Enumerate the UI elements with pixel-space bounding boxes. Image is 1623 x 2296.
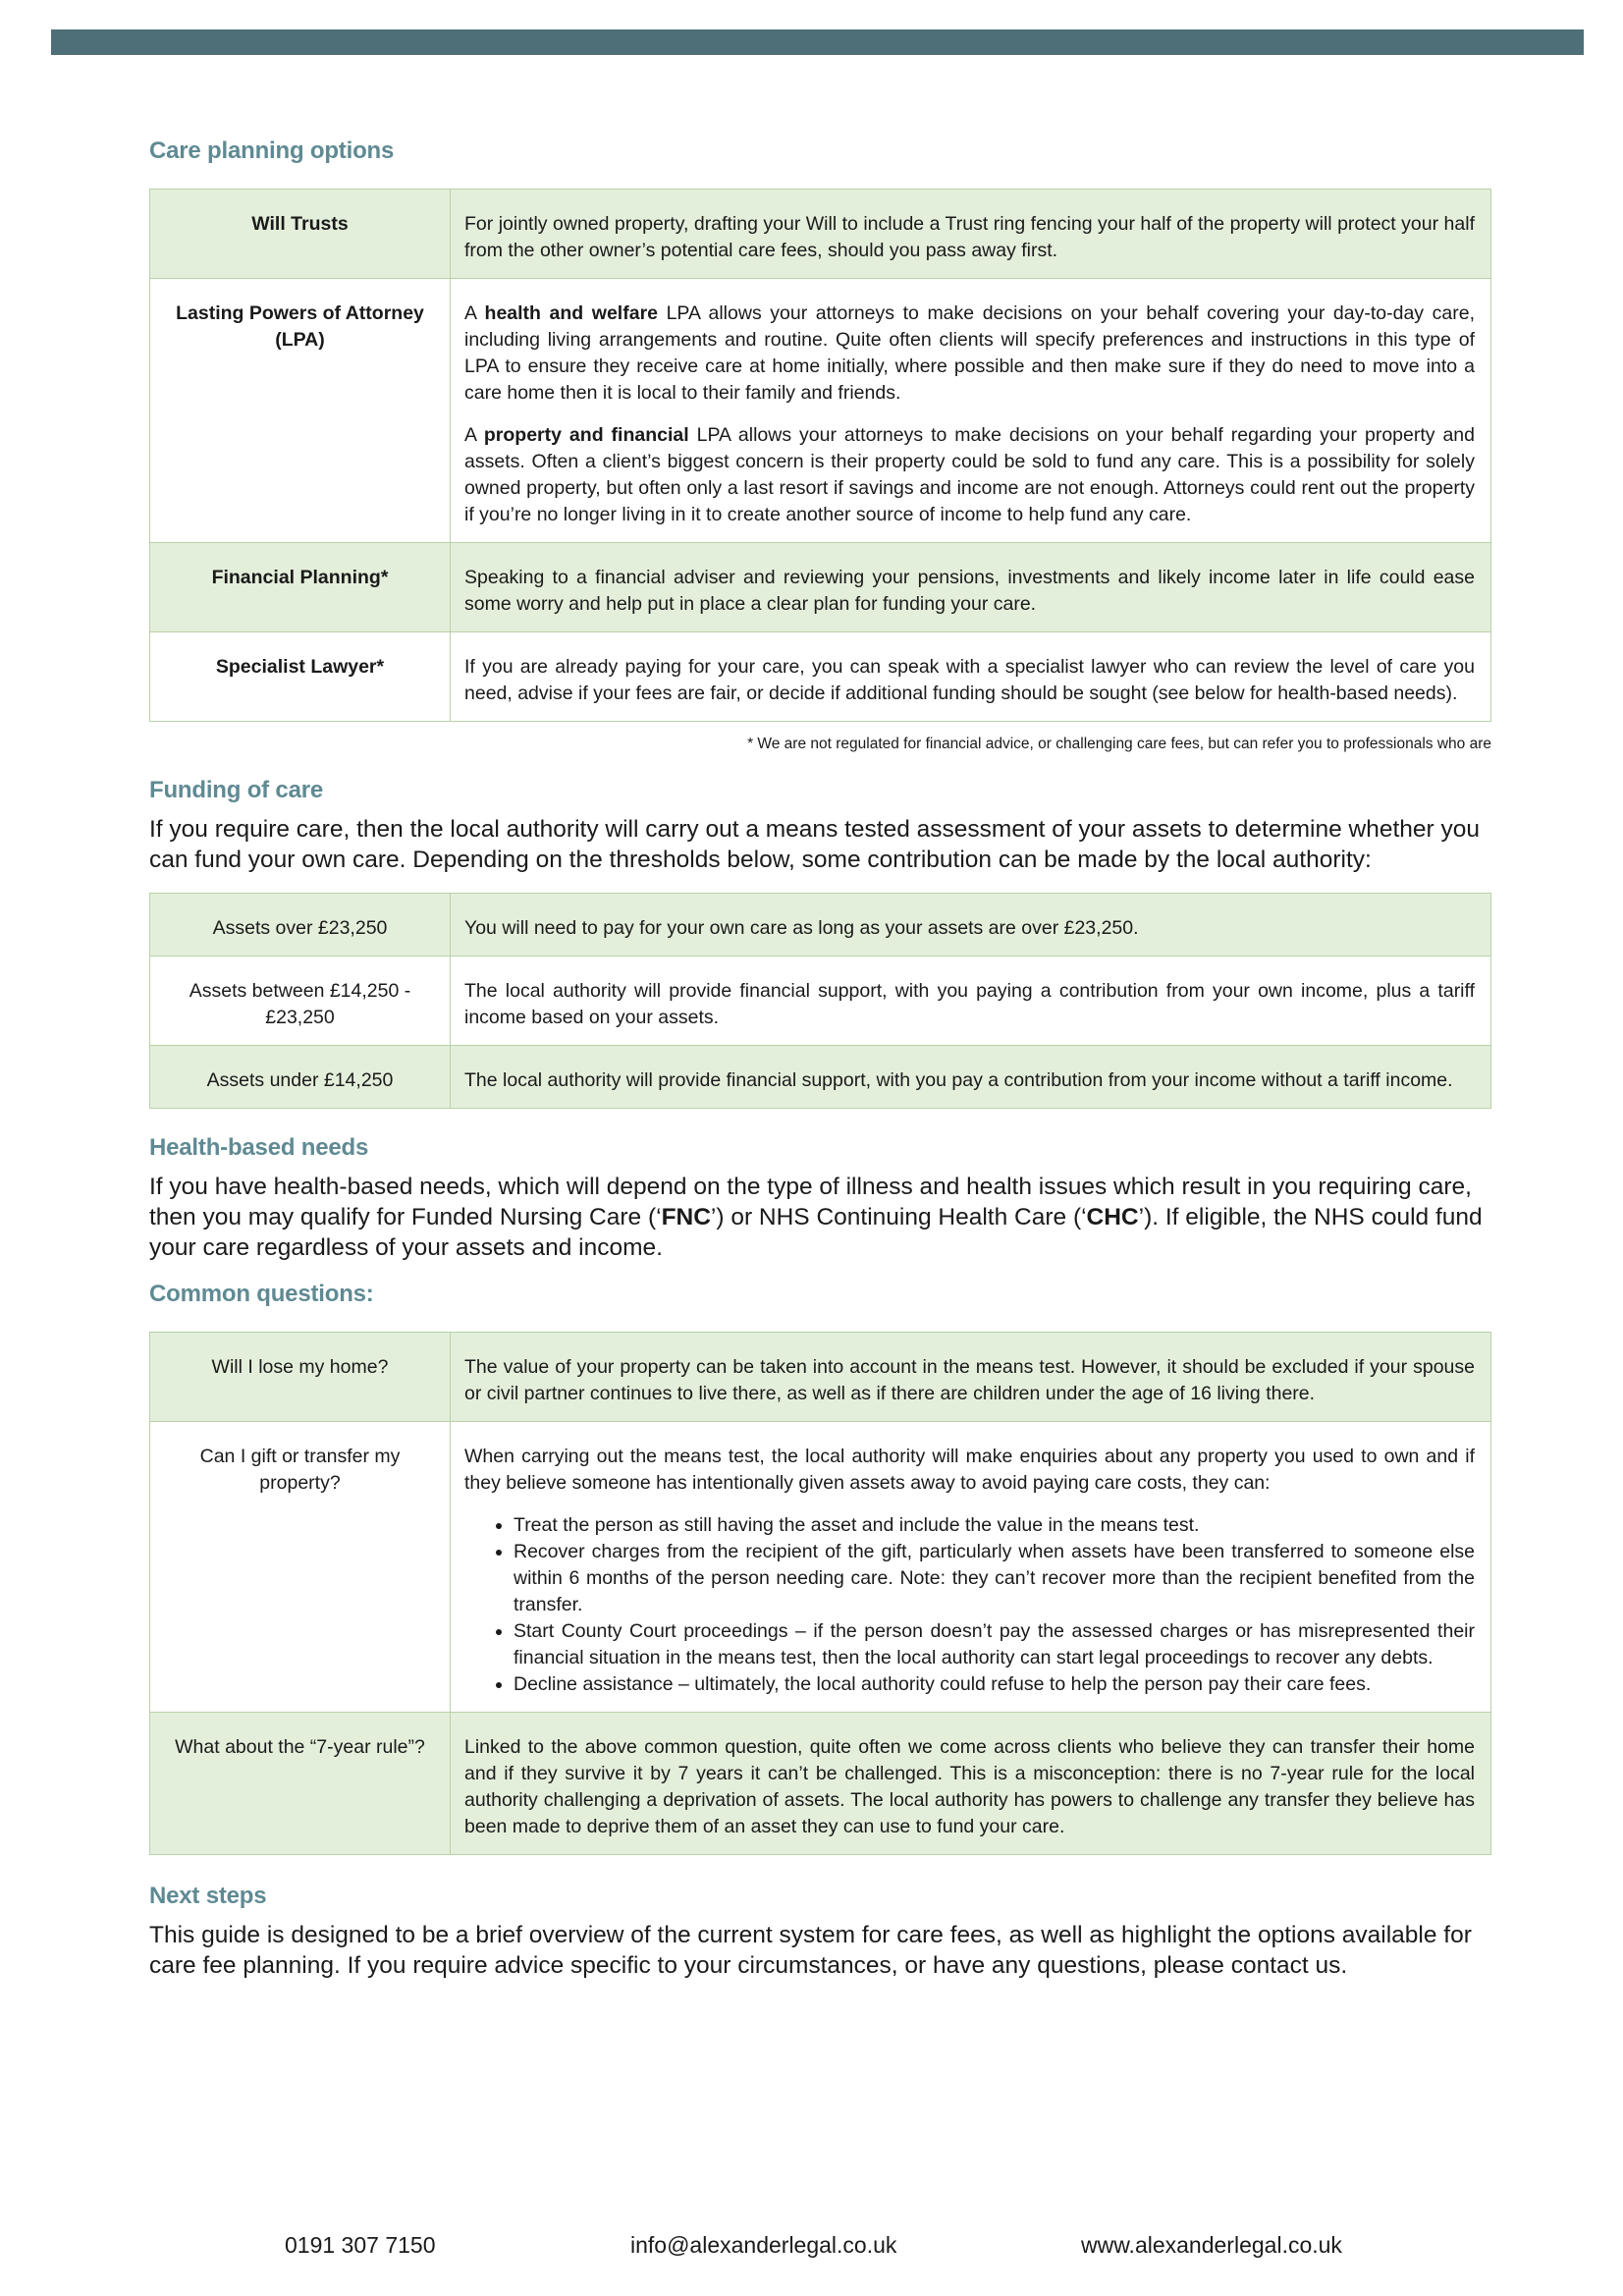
table-row: [150, 957, 1491, 1046]
health-text: If you have health-based needs, which will depend on the type of illness and health issues which result in you requiring care, then you may qualify for Funded Nursing Care (‘FNC’) or NHS Continuing Health Care (‘CHC’). If eligible, the NHS could fund your care regardless of your assets and income.: [149, 1174, 1483, 1261]
questions-table: [149, 1332, 1491, 1855]
table-row: [150, 1333, 1491, 1422]
row-label: Assets between £14,250 - £23,250: [150, 957, 451, 1046]
footer-website[interactable]: www.alexanderlegal.co.uk: [1081, 2232, 1342, 2258]
footnote: * We are not regulated for financial advice, or challenging care fees, but can refer you to professionals who are: [747, 736, 1491, 752]
table-row: [150, 1713, 1491, 1855]
list-item: • Treat the person as still having the asset and include the value in the means test.: [514, 1512, 1475, 1539]
funding-table: [149, 893, 1491, 1109]
list-item: • Decline assistance – ultimately, the local authority could refuse to help the person pay their care fees.: [514, 1671, 1475, 1698]
row-label: Assets over £23,250: [150, 894, 451, 957]
funding-heading: Funding of care: [149, 777, 324, 803]
table-row: [150, 543, 1491, 632]
row-text: [451, 1422, 1491, 1713]
document-body: [149, 137, 1491, 1998]
table-row: [150, 279, 1491, 543]
table-row: [150, 1046, 1491, 1109]
list-item: • Start County Court proceedings – if the person doesn’t pay the assessed charges or has misrepresented their financial situation in the means test, then the local authority can start legal proceedings to recover any debts.: [514, 1618, 1475, 1671]
row-text: [451, 279, 1491, 543]
row-label: What about the “7-year rule”?: [150, 1713, 451, 1855]
row-label: Will I lose my home?: [150, 1333, 451, 1422]
row-label: Lasting Powers of Attorney (LPA): [150, 279, 451, 543]
lpa-health-paragraph: A health and welfare LPA allows your attorneys to make decisions on your behalf covering your day-to-day care, including living arrangements and routine. Quite often clients will specify preferences and instructions in this type of LPA to ensure they receive care at home initially, where possible and then make sure if they do need to move into a care home then it is local to their family and friends.: [464, 302, 1475, 404]
next-steps-heading: Next steps: [149, 1883, 267, 1909]
row-label: Will Trusts: [150, 190, 451, 279]
row-text: Linked to the above common question, quite often we come across clients who believe they can transfer their home and if they survive it by 7 years it can’t be challenged. This is a misconception: there is no 7-year rule for the local authority challenging a deprivation of assets. The local authority has powers to challenge any transfer they believe has been made to deprive them of an asset they can use to fund your care.: [451, 1713, 1491, 1855]
row-text: You will need to pay for your own care as long as your assets are over £23,250.: [451, 894, 1491, 957]
table-row: [150, 894, 1491, 957]
gift-bullet-list: [464, 1512, 1475, 1698]
table-row: [150, 632, 1491, 722]
row-label: Specialist Lawyer*: [150, 632, 451, 722]
questions-heading: Common questions:: [149, 1281, 374, 1307]
row-text: Speaking to a financial adviser and reviewing your pensions, investments and likely income later in life could ease some worry and help put in place a clear plan for funding your care.: [451, 543, 1491, 632]
list-item: • Recover charges from the recipient of the gift, particularly when assets have been transferred to someone else within 6 months of the person needing care. Note: they can’t recover more than the recipient benefited from the transfer.: [514, 1539, 1475, 1618]
next-steps-text: This guide is designed to be a brief overview of the current system for care fees, as well as highlight the options available for care fee planning. If you require advice specific to your circumstances, or have any questions, please contact us.: [149, 1922, 1472, 1979]
row-text: For jointly owned property, drafting your Will to include a Trust ring fencing your half of the property will protect your half from the other owner’s potential care fees, should you pass away first.: [451, 190, 1491, 279]
footer-email[interactable]: info@alexanderlegal.co.uk: [630, 2232, 897, 2258]
row-text: The local authority will provide financial support, with you pay a contribution from your income without a tariff income.: [451, 1046, 1491, 1109]
footer-phone: 0191 307 7150: [285, 2232, 436, 2258]
table-row: [150, 1422, 1491, 1713]
care-planning-table: [149, 189, 1491, 722]
row-text: The value of your property can be taken into account in the means test. However, it should be excluded if your spouse or civil partner continues to live there, as well as if there are children under the age of 16 living there.: [451, 1333, 1491, 1422]
row-text: If you are already paying for your care, you can speak with a specialist lawyer who can review the level of care you need, advise if your fees are fair, or decide if additional funding should be sought (see below for health-based needs).: [451, 632, 1491, 722]
lpa-property-paragraph: A property and financial LPA allows your attorneys to make decisions on your behalf regarding your property and assets. Often a client’s biggest concern is their property could be sold to fund any care. This is a possibility for solely owned property, but often only a last resort if savings and income are not enough. Attorneys could rent out the property if you’re no longer living in it to create another source of income to help fund any care.: [464, 424, 1475, 525]
row-label: Financial Planning*: [150, 543, 451, 632]
row-text: The local authority will provide financial support, with you paying a contribution from your own income, plus a tariff income based on your assets.: [451, 957, 1491, 1046]
table-row: [150, 190, 1491, 279]
gift-intro-paragraph: When carrying out the means test, the local authority will make enquiries about any property you used to own and if they believe someone has intentionally given assets away to avoid paying care costs, they can:: [464, 1446, 1475, 1494]
health-heading: Health-based needs: [149, 1134, 369, 1161]
row-label: Can I gift or transfer my property?: [150, 1422, 451, 1713]
row-label: Assets under £14,250: [150, 1046, 451, 1109]
header-bar: [51, 29, 1584, 55]
care-planning-heading: Care planning options: [149, 137, 395, 164]
funding-intro: If you require care, then the local authority will carry out a means tested assessment of your assets to determine whether you can fund your own care. Depending on the thresholds below, some contribution can be made by the local authority:: [149, 816, 1480, 873]
